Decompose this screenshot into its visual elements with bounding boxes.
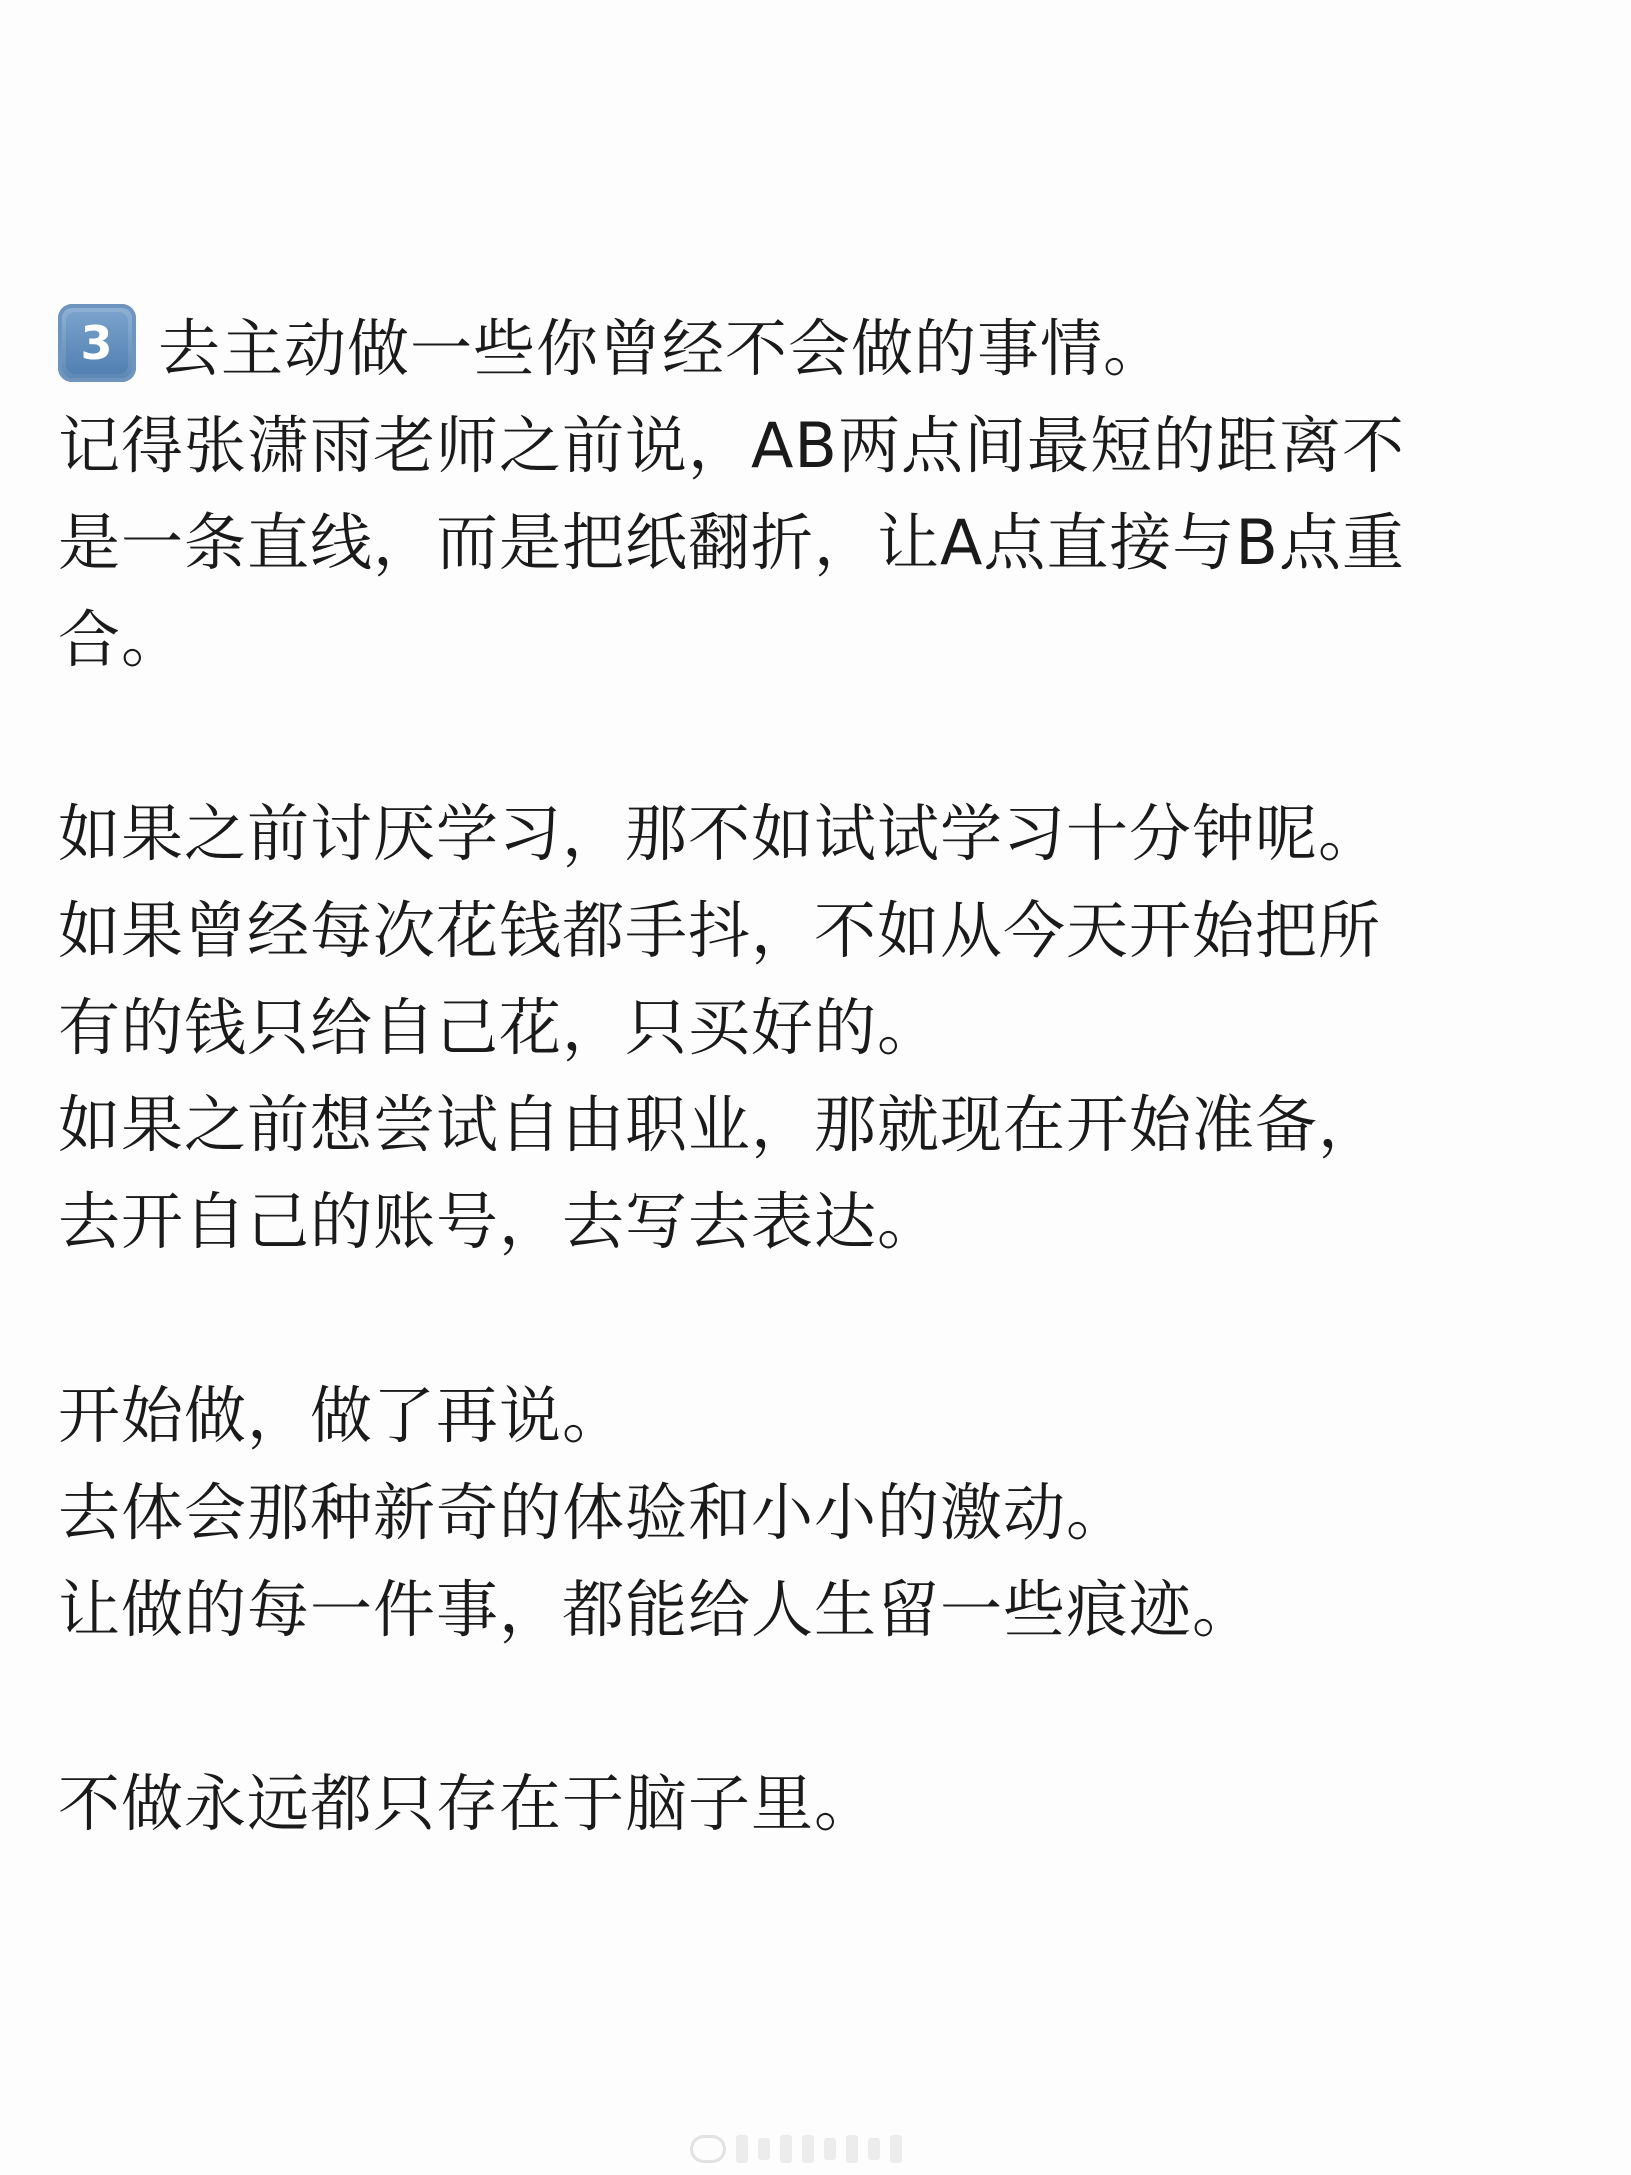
watermark-glyph — [846, 2135, 858, 2163]
paragraph-line: 让做的每一件事，都能给人生留一些痕迹。 — [58, 1573, 1256, 1646]
paragraph-line: 是一条直线，而是把纸翻折，让A点直接与B点重 — [58, 506, 1405, 579]
watermark-glyph — [758, 2138, 770, 2160]
watermark — [690, 2135, 902, 2163]
paragraph-line: 去开自己的账号，去写去表达。 — [58, 1185, 941, 1258]
keycap-three-icon — [58, 304, 136, 382]
watermark-glyph — [868, 2138, 880, 2160]
note-body — [58, 300, 1598, 1852]
watermark-glyph — [736, 2135, 748, 2163]
paragraph-line: 记得张潇雨老师之前说，AB两点间最短的距离不 — [58, 409, 1405, 482]
watermark-glyph — [780, 2135, 792, 2163]
paragraph-line: 去体会那种新奇的体验和小小的激动。 — [58, 1476, 1130, 1549]
watermark-glyph — [890, 2135, 902, 2163]
paragraph-spacer — [58, 688, 1598, 785]
paragraph-line: 有的钱只给自己花，只买好的。 — [58, 991, 941, 1064]
keycap-digit: 3 — [66, 312, 128, 374]
paragraph-line: 如果之前讨厌学习，那不如试试学习十分钟呢。 — [58, 797, 1382, 870]
heading-text: 去主动做一些你曾经不会做的事情。 — [158, 312, 1167, 385]
watermark-glyph — [824, 2138, 836, 2160]
paragraph-spacer — [58, 1658, 1598, 1755]
paragraph-line: 如果之前想尝试自由职业，那就现在开始准备， — [58, 1088, 1382, 1161]
paragraph-spacer — [58, 1270, 1598, 1367]
watermark-logo-icon — [690, 2135, 726, 2163]
watermark-glyph — [802, 2135, 814, 2163]
paragraph-line: 合。 — [58, 603, 185, 676]
paragraph-line: 不做永远都只存在于脑子里。 — [58, 1767, 878, 1840]
paragraph-line: 开始做，做了再说。 — [58, 1379, 626, 1452]
heading-line — [58, 300, 1598, 397]
paragraph-line: 如果曾经每次花钱都手抖，不如从今天开始把所 — [58, 894, 1382, 967]
